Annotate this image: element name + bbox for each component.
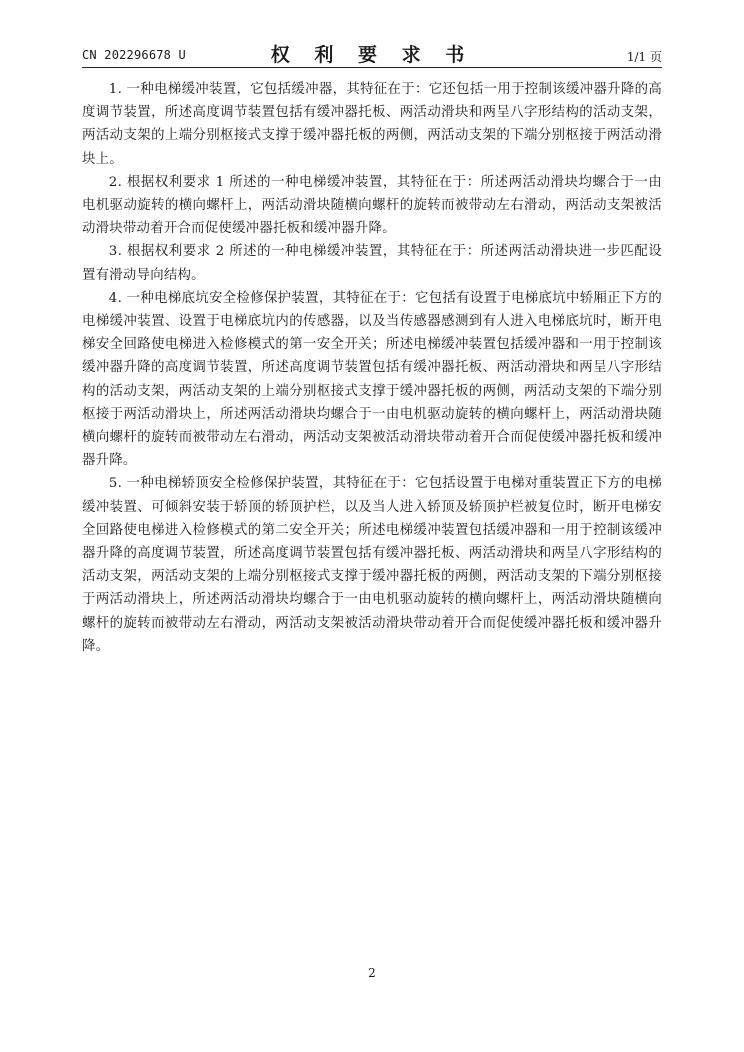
page-number: 2: [368, 966, 376, 980]
section-title: 权 利 要 求 书: [270, 44, 474, 66]
page-header: [82, 36, 662, 66]
claim-5: 5. 一种电梯轿顶安全检修保护装置，其特征在于：它包括设置于电梯对重装置正下方的电梯缓冲装置、可倾斜安装于轿顶的轿顶护栏，以及当人进入轿顶及轿顶护栏被复位时，断开电梯安全回路使电梯进入检修模式的第二安全开关；所述电梯缓冲装置包括缓冲器和一用于控制该缓冲器升降的高度调节装置，所述高度调节装置包括有缓冲器托板、两活动滑块和两呈八字形结构的活动支架，两活动支架的上端分别枢接式支撑于缓冲器托板的两侧，两活动支架的下端分别枢接于两活动滑块上，所述两活动滑块均螺合于一由电机驱动旋转的横向螺杆上，两活动滑块随横向螺杆的旋转而被带动左右滑动，两活动支架被活动滑块带动着开合而促使缓冲器托板和缓冲器升降。: [82, 476, 662, 654]
claim-1: 1. 一种电梯缓冲装置，它包括缓冲器，其特征在于：它还包括一用于控制该缓冲器升降的高度调节装置，所述高度调节装置包括有缓冲器托板、两活动滑块和两呈八字形结构的活动支架，两活动支架的上端分别枢接式支撑于缓冲器托板的两侧，两活动支架的下端分别枢接于两活动滑块上。: [82, 82, 662, 167]
claim-4: 4. 一种电梯底坑安全检修保护装置，其特征在于：它包括有设置于电梯底坑中轿厢正下方的电梯缓冲装置、设置于电梯底坑内的传感器，以及当传感器感测到有人进入电梯底坑时，断开电梯安全回路使电梯进入检修模式的第一安全开关；所述电梯缓冲装置包括缓冲器和一用于控制该缓冲器升降的高度调节装置，所述高度调节装置包括有缓冲器托板、两活动滑块和两呈八字形结构的活动支架，两活动支架的上端分别枢接式支撑于缓冲器托板的两侧，两活动支架的下端分别枢接于两活动滑块上，所述两活动滑块均螺合于一由电机驱动旋转的横向螺杆上，两活动滑块随横向螺杆的旋转而被带动左右滑动，两活动支架被活动滑块带动着开合而促使缓冲器托板和缓冲器升降。: [82, 290, 662, 469]
claims-body: [82, 78, 662, 658]
claim-3: 3. 根据权利要求 2 所述的一种电梯缓冲装置，其特征在于：所述两活动滑块进一步匹配设置有滑动导向结构。: [82, 244, 662, 283]
publication-number: CN 202296678 U: [82, 48, 186, 62]
header-divider: [82, 67, 662, 68]
claim-2: 2. 根据权利要求 1 所述的一种电梯缓冲装置，其特征在于：所述两活动滑块均螺合于一由电机驱动旋转的横向螺杆上，两活动滑块随横向螺杆的旋转而被带动左右滑动，两活动支架被活动滑块带动着开合而促使缓冲器托板和缓冲器升降。: [82, 174, 662, 237]
page-count: 1/1 页: [626, 50, 662, 64]
